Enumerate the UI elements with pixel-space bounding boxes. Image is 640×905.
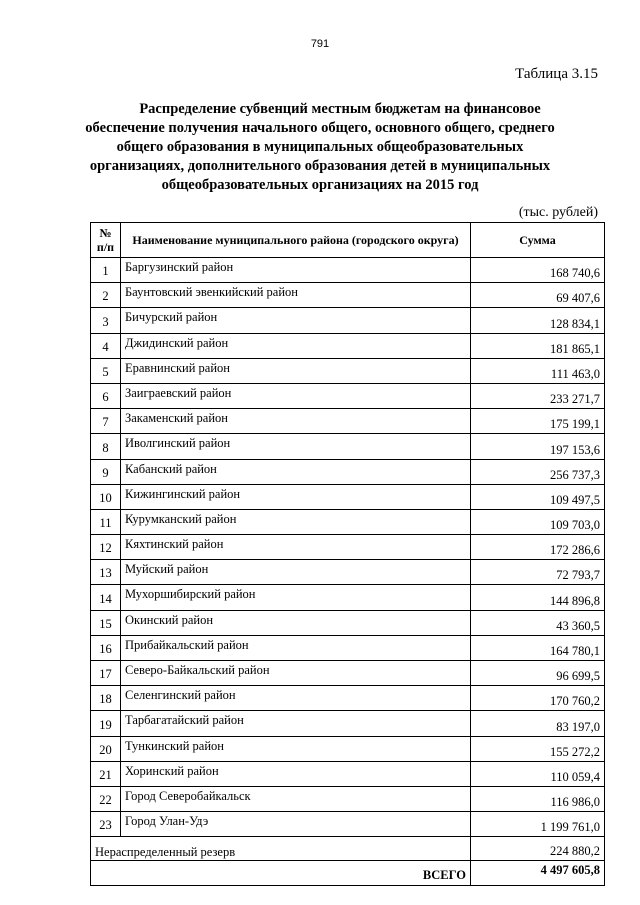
row-district-name: Еравнинский район xyxy=(121,358,471,383)
row-number: 19 xyxy=(91,711,121,736)
table-row xyxy=(91,661,605,686)
row-district-name: Тункинский район xyxy=(121,736,471,761)
units-label: (тыс. рублей) xyxy=(518,205,598,220)
total-sum: 4 497 605,8 xyxy=(471,861,605,886)
row-number: 2 xyxy=(91,283,121,308)
row-number: 11 xyxy=(91,509,121,534)
row-sum: 110 059,4 xyxy=(471,761,605,786)
row-number: 22 xyxy=(91,786,121,811)
row-sum: 256 737,3 xyxy=(471,459,605,484)
table-row xyxy=(91,610,605,635)
table-row xyxy=(91,686,605,711)
row-number: 13 xyxy=(91,560,121,585)
table-row xyxy=(91,358,605,383)
row-district-name: Бичурский район xyxy=(121,308,471,333)
header-num: № п/п xyxy=(91,223,121,258)
header-sum: Сумма xyxy=(471,223,605,258)
row-district-name: Кабанский район xyxy=(121,459,471,484)
table-row xyxy=(91,560,605,585)
row-sum: 96 699,5 xyxy=(471,661,605,686)
row-number: 3 xyxy=(91,308,121,333)
page-number: 791 xyxy=(310,38,330,50)
table-row xyxy=(91,509,605,534)
reserve-sum: 224 880,2 xyxy=(471,837,605,861)
row-sum: 233 271,7 xyxy=(471,383,605,408)
table-row xyxy=(91,333,605,358)
row-district-name: Город Улан-Удэ xyxy=(121,812,471,837)
table-header-row xyxy=(91,223,605,258)
row-district-name: Хоринский район xyxy=(121,761,471,786)
row-number: 4 xyxy=(91,333,121,358)
row-sum: 168 740,6 xyxy=(471,258,605,283)
row-district-name: Закаменский район xyxy=(121,409,471,434)
row-sum: 109 497,5 xyxy=(471,484,605,509)
row-sum: 83 197,0 xyxy=(471,711,605,736)
row-district-name: Баргузинский район xyxy=(121,258,471,283)
row-sum: 116 986,0 xyxy=(471,786,605,811)
row-number: 14 xyxy=(91,585,121,610)
table-body xyxy=(91,258,605,837)
row-sum: 109 703,0 xyxy=(471,509,605,534)
row-number: 9 xyxy=(91,459,121,484)
row-number: 21 xyxy=(91,761,121,786)
row-number: 20 xyxy=(91,736,121,761)
total-label: ВСЕГО xyxy=(91,861,471,886)
row-sum: 69 407,6 xyxy=(471,283,605,308)
row-sum: 197 153,6 xyxy=(471,434,605,459)
table-row xyxy=(91,484,605,509)
row-number: 5 xyxy=(91,358,121,383)
row-number: 16 xyxy=(91,635,121,660)
row-sum: 72 793,7 xyxy=(471,560,605,585)
row-district-name: Кяхтинский район xyxy=(121,535,471,560)
row-number: 8 xyxy=(91,434,121,459)
row-district-name: Город Северобайкальск xyxy=(121,786,471,811)
row-sum: 1 199 761,0 xyxy=(471,812,605,837)
row-number: 17 xyxy=(91,661,121,686)
title-line-1: Распределение субвенций местным бюджетам на финансовое xyxy=(139,101,541,117)
table-row xyxy=(91,409,605,434)
table-row xyxy=(91,459,605,484)
row-sum: 155 272,2 xyxy=(471,736,605,761)
row-number: 15 xyxy=(91,610,121,635)
row-sum: 172 286,6 xyxy=(471,535,605,560)
row-sum: 170 760,2 xyxy=(471,686,605,711)
table-row xyxy=(91,283,605,308)
reserve-row xyxy=(91,837,605,861)
row-district-name: Баунтовский эвенкийский район xyxy=(121,283,471,308)
row-sum: 128 834,1 xyxy=(471,308,605,333)
title-rest: обеспечение получения начального общего, основного общего, среднего общего образования в муниципальных общеобразовательных организациях, дополнительного образования детей в муниципальных общеобразовательных организациях на 2015 год xyxy=(85,120,555,193)
row-district-name: Прибайкальский район xyxy=(121,635,471,660)
row-district-name: Селенгинский район xyxy=(121,686,471,711)
table-row xyxy=(91,786,605,811)
table-row xyxy=(91,711,605,736)
row-sum: 164 780,1 xyxy=(471,635,605,660)
table-label: Таблица 3.15 xyxy=(515,66,598,82)
row-district-name: Иволгинский район xyxy=(121,434,471,459)
row-district-name: Северо-Байкальский район xyxy=(121,661,471,686)
total-row xyxy=(91,861,605,886)
reserve-label: Нераспределенный резерв xyxy=(91,837,471,861)
row-number: 1 xyxy=(91,258,121,283)
row-district-name: Окинский район xyxy=(121,610,471,635)
table-row xyxy=(91,308,605,333)
row-sum: 181 865,1 xyxy=(471,333,605,358)
row-district-name: Заиграевский район xyxy=(121,383,471,408)
row-number: 18 xyxy=(91,686,121,711)
row-number: 6 xyxy=(91,383,121,408)
header-name: Наименование муниципального района (городского округа) xyxy=(121,223,471,258)
row-district-name: Курумканский район xyxy=(121,509,471,534)
document-title xyxy=(80,100,560,195)
table-row xyxy=(91,535,605,560)
table-row xyxy=(91,383,605,408)
row-number: 7 xyxy=(91,409,121,434)
row-district-name: Мухоршибирский район xyxy=(121,585,471,610)
table-row xyxy=(91,258,605,283)
row-sum: 43 360,5 xyxy=(471,610,605,635)
table-row xyxy=(91,635,605,660)
table-row xyxy=(91,736,605,761)
row-sum: 144 896,8 xyxy=(471,585,605,610)
table-row xyxy=(91,434,605,459)
row-number: 12 xyxy=(91,535,121,560)
row-district-name: Тарбагатайский район xyxy=(121,711,471,736)
table-row xyxy=(91,812,605,837)
row-number: 23 xyxy=(91,812,121,837)
row-number: 10 xyxy=(91,484,121,509)
row-sum: 111 463,0 xyxy=(471,358,605,383)
row-sum: 175 199,1 xyxy=(471,409,605,434)
subvention-table xyxy=(90,222,605,886)
table-row xyxy=(91,585,605,610)
row-district-name: Джидинский район xyxy=(121,333,471,358)
row-district-name: Муйский район xyxy=(121,560,471,585)
table-row xyxy=(91,761,605,786)
row-district-name: Кижингинский район xyxy=(121,484,471,509)
